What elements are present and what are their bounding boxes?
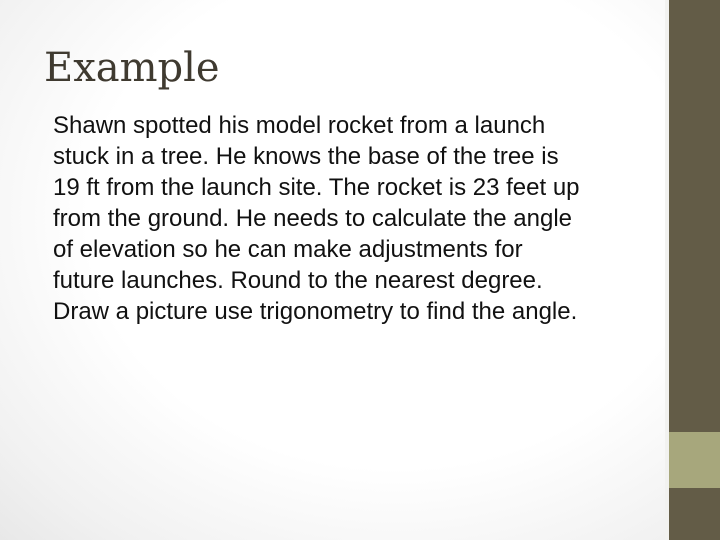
body-line: Draw a picture use trigonometry to find the angle.	[53, 298, 578, 325]
body-line: future launches. Round to the nearest degree.	[53, 267, 543, 294]
body-line: 19 ft from the launch site. The rocket is 23 feet up	[53, 174, 580, 201]
body-line: from the ground. He needs to calculate the angle	[53, 205, 572, 232]
body-line: stuck in a tree. He knows the base of the tree is	[53, 143, 559, 170]
side-accent-block	[669, 432, 720, 488]
body-line: Shawn spotted his model rocket from a launch	[53, 112, 546, 139]
slide-body-text	[53, 110, 653, 327]
slide-title: Example	[44, 45, 220, 91]
body-line: of elevation so he can make adjustments for	[53, 236, 523, 263]
